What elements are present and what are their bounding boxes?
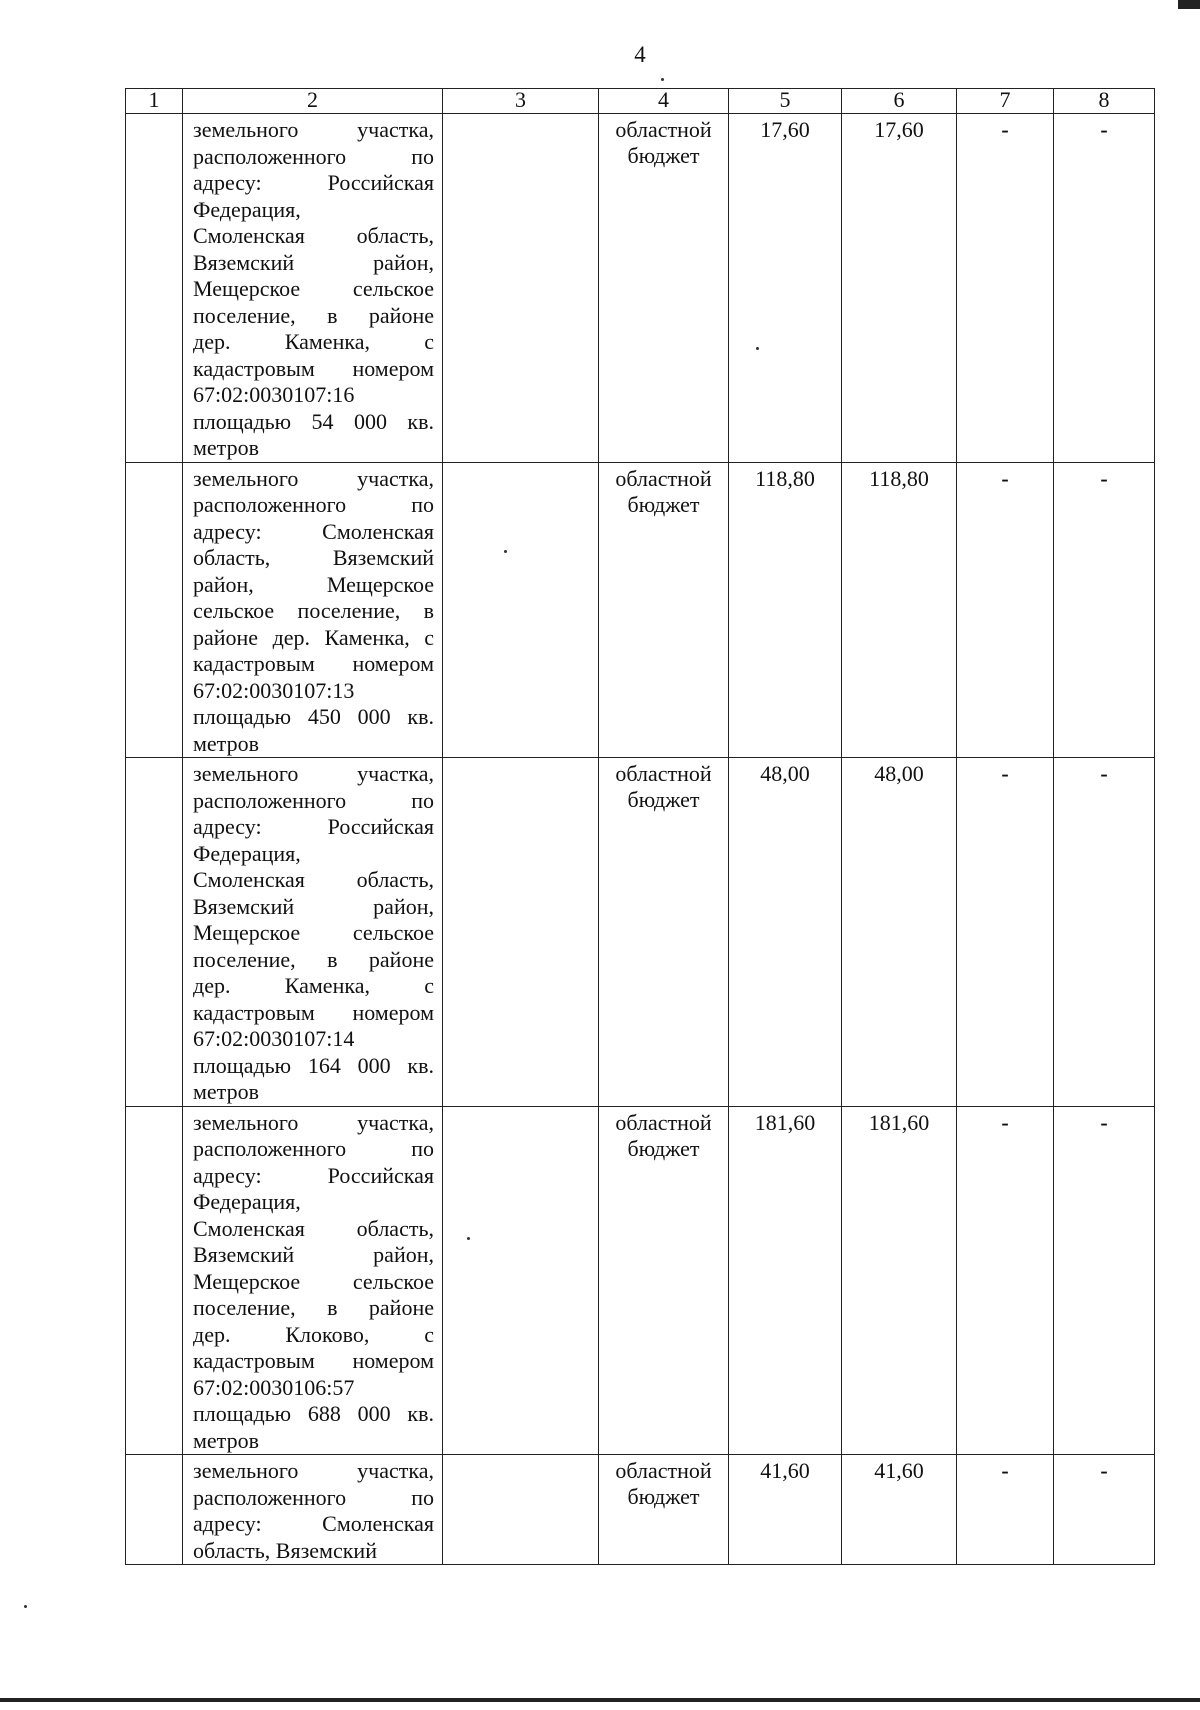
page-number: 4 bbox=[634, 42, 646, 67]
empty-cell bbox=[443, 1455, 599, 1565]
row-number-cell bbox=[126, 1455, 183, 1565]
description-line: дер. Каменка, с bbox=[193, 973, 434, 998]
dash-cell: - bbox=[957, 758, 1054, 1107]
description-line: область, Вяземский bbox=[193, 545, 434, 570]
description-line: кадастровым номером bbox=[193, 1348, 434, 1373]
description-line: площадью 688 000 кв. bbox=[193, 1401, 434, 1426]
funding-source-cell: областной бюджет bbox=[599, 1455, 729, 1565]
dash-cell: - bbox=[1054, 114, 1155, 463]
header-cell: 6 bbox=[842, 89, 957, 114]
description-cell bbox=[183, 462, 443, 758]
description-cell bbox=[183, 1455, 443, 1565]
amount-cell: 181,60 bbox=[842, 1106, 957, 1455]
header-cell: 8 bbox=[1054, 89, 1155, 114]
description-line: метров bbox=[193, 435, 259, 460]
description-line: земельного участка, bbox=[193, 1458, 434, 1483]
description-line: район, Мещерское bbox=[193, 571, 434, 597]
table-header-row bbox=[126, 89, 1155, 114]
description-cell bbox=[183, 1106, 443, 1455]
description-line: площадью 164 000 кв. bbox=[193, 1052, 434, 1078]
description-line: земельного участка, bbox=[193, 1109, 434, 1135]
header-cell: 4 bbox=[599, 89, 729, 114]
amount-cell: 48,00 bbox=[842, 758, 957, 1107]
header-cell: 1 bbox=[126, 89, 183, 114]
row-number-cell bbox=[126, 1106, 183, 1455]
description-line: адресу: Российская bbox=[193, 170, 434, 195]
amount-cell: 181,60 bbox=[729, 1106, 842, 1455]
table-row bbox=[126, 758, 1155, 1107]
description-line: метров bbox=[193, 1079, 259, 1104]
scan-edge-line bbox=[0, 1698, 1200, 1702]
dash-cell: - bbox=[1054, 462, 1155, 758]
description-line: дер. Клоково, с bbox=[193, 1321, 434, 1347]
description-line: 67:02:0030107:13 bbox=[193, 677, 355, 703]
funding-source-cell: областной бюджет bbox=[599, 462, 729, 758]
funding-source-cell: областной бюджет bbox=[599, 758, 729, 1107]
empty-cell bbox=[443, 462, 599, 758]
description-line: метров bbox=[193, 1427, 259, 1453]
dash-cell: - bbox=[1054, 1106, 1155, 1455]
description-line: расположенного по bbox=[193, 1484, 434, 1510]
description-line: поселение, в районе bbox=[193, 946, 434, 972]
amount-cell: 118,80 bbox=[842, 462, 957, 758]
amount-cell: 41,60 bbox=[842, 1455, 957, 1565]
description-line: поселение, в районе bbox=[193, 302, 434, 328]
table-row bbox=[126, 1106, 1155, 1455]
description-line: адресу: Смоленская bbox=[193, 1511, 434, 1536]
description-line: Федерация, bbox=[193, 196, 301, 222]
header-cell: 5 bbox=[729, 89, 842, 114]
description-line: Мещерское сельское bbox=[193, 920, 434, 945]
amount-cell: 17,60 bbox=[842, 114, 957, 463]
description-line: Смоленская область, bbox=[193, 223, 434, 248]
amount-cell: 17,60 bbox=[729, 114, 842, 463]
description-line: сельское поселение, в bbox=[193, 598, 434, 623]
description-line: расположенного по bbox=[193, 492, 434, 517]
description-line: Мещерское сельское bbox=[193, 1268, 434, 1294]
description-line: земельного участка, bbox=[193, 761, 434, 786]
header-cell: 3 bbox=[443, 89, 599, 114]
description-line: кадастровым номером bbox=[193, 355, 434, 381]
amount-cell: 118,80 bbox=[729, 462, 842, 758]
description-line: расположенного по bbox=[193, 787, 434, 813]
dash-cell: - bbox=[957, 1455, 1054, 1565]
description-line: Вяземский район, bbox=[193, 893, 434, 919]
description-line: адресу: Российская bbox=[193, 814, 434, 839]
description-line: 67:02:0030107:16 bbox=[193, 382, 355, 407]
dash-cell: - bbox=[957, 114, 1054, 463]
description-line: Смоленская область, bbox=[193, 1215, 434, 1241]
description-line: кадастровым номером bbox=[193, 651, 434, 676]
header-cell: 2 bbox=[183, 89, 443, 114]
header-cell: 7 bbox=[957, 89, 1054, 114]
table-row bbox=[126, 1455, 1155, 1565]
scan-edge-mark bbox=[1178, 0, 1200, 9]
description-line: дер. Каменка, с bbox=[193, 329, 434, 354]
empty-cell bbox=[443, 114, 599, 463]
description-cell bbox=[183, 114, 443, 463]
scan-speck bbox=[24, 1605, 27, 1608]
description-line: расположенного по bbox=[193, 143, 434, 169]
dash-cell: - bbox=[957, 462, 1054, 758]
description-line: Мещерское сельское bbox=[193, 276, 434, 301]
description-line: область, Вяземский bbox=[193, 1537, 377, 1563]
table-row bbox=[126, 462, 1155, 758]
table-row bbox=[126, 114, 1155, 463]
description-line: Смоленская область, bbox=[193, 867, 434, 892]
description-line: площадью 450 000 кв. bbox=[193, 704, 434, 729]
funding-source-cell: областной бюджет bbox=[599, 114, 729, 463]
description-line: Федерация, bbox=[193, 1189, 301, 1214]
description-line: Федерация, bbox=[193, 840, 301, 866]
description-line: 67:02:0030106:57 bbox=[193, 1374, 355, 1400]
description-line: площадью 54 000 кв. bbox=[193, 408, 434, 434]
row-number-cell bbox=[126, 462, 183, 758]
description-line: адресу: Российская bbox=[193, 1162, 434, 1188]
amount-cell: 41,60 bbox=[729, 1455, 842, 1565]
empty-cell bbox=[443, 758, 599, 1107]
table-body bbox=[126, 89, 1155, 1565]
row-number-cell bbox=[126, 758, 183, 1107]
amount-cell: 48,00 bbox=[729, 758, 842, 1107]
description-line: земельного участка, bbox=[193, 117, 434, 142]
description-line: кадастровым номером bbox=[193, 999, 434, 1025]
dash-cell: - bbox=[1054, 1455, 1155, 1565]
description-line: земельного участка, bbox=[193, 465, 434, 491]
description-line: адресу: Смоленская bbox=[193, 518, 434, 544]
description-line: 67:02:0030107:14 bbox=[193, 1026, 355, 1051]
dash-cell: - bbox=[957, 1106, 1054, 1455]
budget-table bbox=[125, 88, 1155, 1565]
description-line: Вяземский район, bbox=[193, 1242, 434, 1267]
empty-cell bbox=[443, 1106, 599, 1455]
description-line: районе дер. Каменка, с bbox=[193, 624, 434, 650]
description-cell bbox=[183, 758, 443, 1107]
row-number-cell bbox=[126, 114, 183, 463]
dash-cell: - bbox=[1054, 758, 1155, 1107]
description-line: метров bbox=[193, 730, 259, 756]
description-line: Вяземский район, bbox=[193, 249, 434, 275]
description-line: поселение, в районе bbox=[193, 1295, 434, 1320]
scan-speck bbox=[661, 78, 664, 81]
funding-source-cell: областной бюджет bbox=[599, 1106, 729, 1455]
description-line: расположенного по bbox=[193, 1136, 434, 1161]
